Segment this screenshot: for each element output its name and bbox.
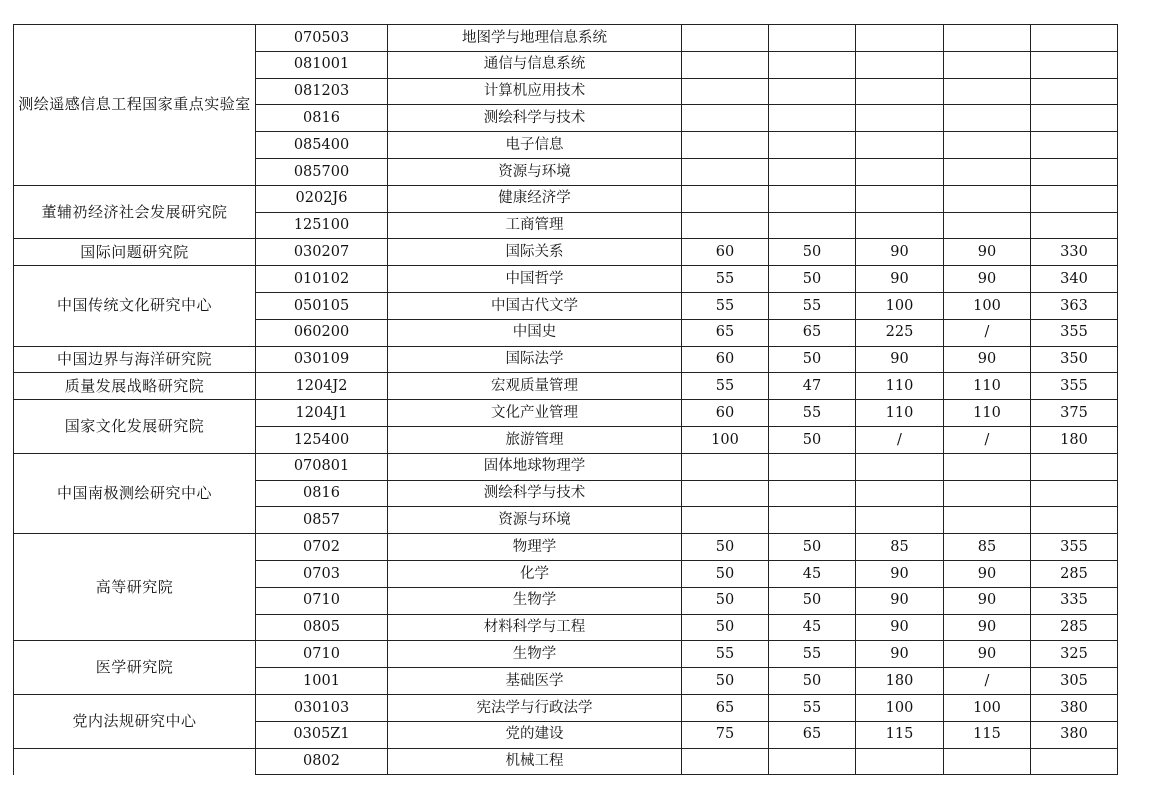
score-subject2-cell <box>944 25 1031 52</box>
department-cell: 中国南极测绘研究中心 <box>14 453 256 533</box>
score-language-cell: 50 <box>769 346 856 373</box>
major-code-cell: 0710 <box>256 641 388 668</box>
score-subject2-cell <box>944 453 1031 480</box>
score-subject2-cell: 90 <box>944 239 1031 266</box>
score-subject1-cell: 100 <box>856 694 944 721</box>
department-cell <box>14 748 256 775</box>
score-subject1-cell: 90 <box>856 346 944 373</box>
major-name-cell: 宪法学与行政法学 <box>388 694 682 721</box>
major-code-cell: 081001 <box>256 51 388 78</box>
score-total-cell <box>1031 212 1118 239</box>
score-politics-cell: 60 <box>682 346 769 373</box>
score-language-cell: 55 <box>769 400 856 427</box>
major-name-cell: 通信与信息系统 <box>388 51 682 78</box>
score-subject1-cell: 90 <box>856 587 944 614</box>
major-name-cell: 电子信息 <box>388 132 682 159</box>
score-subject1-cell: 90 <box>856 266 944 293</box>
score-politics-cell: 50 <box>682 560 769 587</box>
major-name-cell: 中国古代文学 <box>388 292 682 319</box>
major-code-cell: 030103 <box>256 694 388 721</box>
score-politics-cell: 60 <box>682 400 769 427</box>
score-politics-cell <box>682 212 769 239</box>
score-subject2-cell: 90 <box>944 614 1031 641</box>
score-subject2-cell <box>944 507 1031 534</box>
score-subject1-cell <box>856 78 944 105</box>
score-total-cell: 350 <box>1031 346 1118 373</box>
department-cell: 中国边界与海洋研究院 <box>14 346 256 373</box>
major-name-cell: 测绘科学与技术 <box>388 480 682 507</box>
score-total-cell: 330 <box>1031 239 1118 266</box>
department-cell: 医学研究院 <box>14 641 256 695</box>
major-name-cell: 化学 <box>388 560 682 587</box>
table-row <box>14 641 1118 668</box>
score-table <box>13 24 1118 775</box>
major-name-cell: 宏观质量管理 <box>388 373 682 400</box>
score-subject1-cell <box>856 480 944 507</box>
score-language-cell: 55 <box>769 641 856 668</box>
table-row <box>14 185 1118 212</box>
department-cell: 高等研究院 <box>14 534 256 641</box>
score-politics-cell <box>682 158 769 185</box>
score-politics-cell: 60 <box>682 239 769 266</box>
score-subject2-cell <box>944 158 1031 185</box>
department-cell: 测绘遥感信息工程国家重点实验室 <box>14 25 256 186</box>
table-row <box>14 266 1118 293</box>
score-subject2-cell <box>944 105 1031 132</box>
score-subject1-cell <box>856 51 944 78</box>
score-language-cell: 50 <box>769 266 856 293</box>
score-politics-cell <box>682 748 769 775</box>
major-code-cell: 0703 <box>256 560 388 587</box>
score-language-cell: 50 <box>769 426 856 453</box>
score-subject2-cell: 100 <box>944 292 1031 319</box>
score-subject1-cell <box>856 158 944 185</box>
score-subject1-cell: 225 <box>856 319 944 346</box>
score-total-cell: 180 <box>1031 426 1118 453</box>
score-total-cell <box>1031 748 1118 775</box>
score-total-cell: 380 <box>1031 694 1118 721</box>
major-name-cell: 国际关系 <box>388 239 682 266</box>
score-total-cell <box>1031 158 1118 185</box>
score-subject2-cell: 100 <box>944 694 1031 721</box>
score-total-cell: 305 <box>1031 668 1118 695</box>
major-code-cell: 0816 <box>256 105 388 132</box>
major-name-cell: 测绘科学与技术 <box>388 105 682 132</box>
score-language-cell <box>769 185 856 212</box>
score-language-cell: 50 <box>769 668 856 695</box>
score-politics-cell: 50 <box>682 668 769 695</box>
score-language-cell <box>769 480 856 507</box>
score-politics-cell <box>682 480 769 507</box>
major-name-cell: 中国史 <box>388 319 682 346</box>
score-subject2-cell <box>944 480 1031 507</box>
score-subject2-cell: / <box>944 426 1031 453</box>
score-subject1-cell: 110 <box>856 373 944 400</box>
table-body <box>14 25 1118 775</box>
score-politics-cell: 55 <box>682 373 769 400</box>
table-row <box>14 346 1118 373</box>
major-code-cell: 0202J6 <box>256 185 388 212</box>
department-cell: 中国传统文化研究中心 <box>14 266 256 346</box>
score-total-cell <box>1031 453 1118 480</box>
score-language-cell <box>769 507 856 534</box>
table-row <box>14 453 1118 480</box>
score-subject2-cell: 90 <box>944 587 1031 614</box>
major-name-cell: 资源与环境 <box>388 507 682 534</box>
score-politics-cell <box>682 25 769 52</box>
major-name-cell: 基础医学 <box>388 668 682 695</box>
major-name-cell: 生物学 <box>388 641 682 668</box>
score-subject2-cell <box>944 51 1031 78</box>
department-cell: 党内法规研究中心 <box>14 694 256 748</box>
score-total-cell: 285 <box>1031 614 1118 641</box>
score-language-cell: 45 <box>769 614 856 641</box>
score-subject1-cell: 85 <box>856 534 944 561</box>
score-subject1-cell <box>856 507 944 534</box>
score-total-cell: 363 <box>1031 292 1118 319</box>
major-name-cell: 文化产业管理 <box>388 400 682 427</box>
score-subject1-cell: 90 <box>856 560 944 587</box>
score-politics-cell: 65 <box>682 319 769 346</box>
major-code-cell: 0857 <box>256 507 388 534</box>
score-subject1-cell: 115 <box>856 721 944 748</box>
score-language-cell: 50 <box>769 239 856 266</box>
score-subject1-cell <box>856 25 944 52</box>
major-code-cell: 0710 <box>256 587 388 614</box>
major-name-cell: 固体地球物理学 <box>388 453 682 480</box>
score-language-cell <box>769 158 856 185</box>
major-name-cell: 党的建设 <box>388 721 682 748</box>
major-name-cell: 国际法学 <box>388 346 682 373</box>
score-subject2-cell: 90 <box>944 266 1031 293</box>
major-code-cell: 085700 <box>256 158 388 185</box>
score-subject2-cell <box>944 185 1031 212</box>
score-total-cell: 285 <box>1031 560 1118 587</box>
score-subject1-cell: 110 <box>856 400 944 427</box>
score-subject2-cell: 90 <box>944 560 1031 587</box>
score-language-cell <box>769 132 856 159</box>
score-language-cell: 50 <box>769 587 856 614</box>
score-total-cell <box>1031 78 1118 105</box>
major-code-cell: 125400 <box>256 426 388 453</box>
department-cell: 国际问题研究院 <box>14 239 256 266</box>
score-subject2-cell: / <box>944 668 1031 695</box>
major-code-cell: 0305Z1 <box>256 721 388 748</box>
major-name-cell: 生物学 <box>388 587 682 614</box>
score-subject2-cell: / <box>944 319 1031 346</box>
score-subject2-cell: 110 <box>944 373 1031 400</box>
major-code-cell: 1204J1 <box>256 400 388 427</box>
score-subject2-cell: 85 <box>944 534 1031 561</box>
table-row <box>14 534 1118 561</box>
score-subject2-cell <box>944 212 1031 239</box>
score-language-cell <box>769 105 856 132</box>
major-code-cell: 0816 <box>256 480 388 507</box>
major-code-cell: 0702 <box>256 534 388 561</box>
score-total-cell: 355 <box>1031 534 1118 561</box>
score-subject2-cell <box>944 132 1031 159</box>
score-subject2-cell <box>944 748 1031 775</box>
major-code-cell: 0805 <box>256 614 388 641</box>
score-politics-cell: 75 <box>682 721 769 748</box>
score-politics-cell <box>682 78 769 105</box>
score-total-cell: 355 <box>1031 319 1118 346</box>
score-subject1-cell: 90 <box>856 239 944 266</box>
major-code-cell: 070801 <box>256 453 388 480</box>
score-language-cell: 65 <box>769 319 856 346</box>
major-code-cell: 125100 <box>256 212 388 239</box>
score-subject1-cell <box>856 105 944 132</box>
major-name-cell: 资源与环境 <box>388 158 682 185</box>
table-row <box>14 25 1118 52</box>
major-code-cell: 085400 <box>256 132 388 159</box>
major-code-cell: 010102 <box>256 266 388 293</box>
score-politics-cell: 55 <box>682 641 769 668</box>
major-code-cell: 070503 <box>256 25 388 52</box>
score-language-cell <box>769 212 856 239</box>
score-politics-cell: 50 <box>682 534 769 561</box>
major-code-cell: 081203 <box>256 78 388 105</box>
table-row <box>14 239 1118 266</box>
table-row <box>14 373 1118 400</box>
department-cell: 董辅礽经济社会发展研究院 <box>14 185 256 239</box>
score-politics-cell: 50 <box>682 614 769 641</box>
major-code-cell: 1001 <box>256 668 388 695</box>
score-subject1-cell: 180 <box>856 668 944 695</box>
score-total-cell <box>1031 51 1118 78</box>
major-name-cell: 旅游管理 <box>388 426 682 453</box>
major-name-cell: 地图学与地理信息系统 <box>388 25 682 52</box>
score-total-cell <box>1031 480 1118 507</box>
score-subject1-cell <box>856 212 944 239</box>
score-politics-cell <box>682 453 769 480</box>
score-total-cell <box>1031 105 1118 132</box>
major-code-cell: 060200 <box>256 319 388 346</box>
score-subject1-cell <box>856 453 944 480</box>
major-name-cell: 机械工程 <box>388 748 682 775</box>
table-row <box>14 400 1118 427</box>
score-language-cell <box>769 51 856 78</box>
score-politics-cell: 100 <box>682 426 769 453</box>
score-politics-cell <box>682 185 769 212</box>
score-politics-cell <box>682 105 769 132</box>
major-name-cell: 工商管理 <box>388 212 682 239</box>
score-total-cell: 355 <box>1031 373 1118 400</box>
score-language-cell <box>769 748 856 775</box>
score-language-cell: 55 <box>769 694 856 721</box>
score-language-cell <box>769 25 856 52</box>
score-total-cell <box>1031 507 1118 534</box>
score-subject1-cell: / <box>856 426 944 453</box>
score-total-cell: 325 <box>1031 641 1118 668</box>
major-name-cell: 中国哲学 <box>388 266 682 293</box>
score-subject1-cell: 90 <box>856 641 944 668</box>
score-total-cell <box>1031 185 1118 212</box>
score-language-cell: 50 <box>769 534 856 561</box>
score-total-cell: 340 <box>1031 266 1118 293</box>
score-language-cell: 65 <box>769 721 856 748</box>
department-cell: 国家文化发展研究院 <box>14 400 256 454</box>
table-row <box>14 694 1118 721</box>
score-total-cell <box>1031 132 1118 159</box>
major-name-cell: 材料科学与工程 <box>388 614 682 641</box>
score-language-cell: 55 <box>769 292 856 319</box>
score-subject1-cell <box>856 132 944 159</box>
score-subject2-cell: 115 <box>944 721 1031 748</box>
score-subject2-cell: 110 <box>944 400 1031 427</box>
score-subject1-cell <box>856 748 944 775</box>
major-code-cell: 030109 <box>256 346 388 373</box>
score-subject1-cell <box>856 185 944 212</box>
department-cell: 质量发展战略研究院 <box>14 373 256 400</box>
score-language-cell: 45 <box>769 560 856 587</box>
major-name-cell: 健康经济学 <box>388 185 682 212</box>
score-subject2-cell: 90 <box>944 346 1031 373</box>
score-politics-cell: 65 <box>682 694 769 721</box>
score-politics-cell <box>682 132 769 159</box>
score-subject1-cell: 100 <box>856 292 944 319</box>
score-politics-cell: 55 <box>682 266 769 293</box>
score-total-cell: 380 <box>1031 721 1118 748</box>
major-code-cell: 1204J2 <box>256 373 388 400</box>
major-code-cell: 050105 <box>256 292 388 319</box>
score-subject2-cell <box>944 78 1031 105</box>
score-subject1-cell: 90 <box>856 614 944 641</box>
score-politics-cell: 50 <box>682 587 769 614</box>
major-code-cell: 030207 <box>256 239 388 266</box>
score-language-cell: 47 <box>769 373 856 400</box>
score-politics-cell <box>682 507 769 534</box>
score-subject2-cell: 90 <box>944 641 1031 668</box>
score-total-cell <box>1031 25 1118 52</box>
major-code-cell: 0802 <box>256 748 388 775</box>
score-total-cell: 375 <box>1031 400 1118 427</box>
score-language-cell <box>769 453 856 480</box>
major-name-cell: 计算机应用技术 <box>388 78 682 105</box>
major-name-cell: 物理学 <box>388 534 682 561</box>
score-politics-cell <box>682 51 769 78</box>
score-politics-cell: 55 <box>682 292 769 319</box>
score-language-cell <box>769 78 856 105</box>
table-row <box>14 748 1118 775</box>
score-total-cell: 335 <box>1031 587 1118 614</box>
